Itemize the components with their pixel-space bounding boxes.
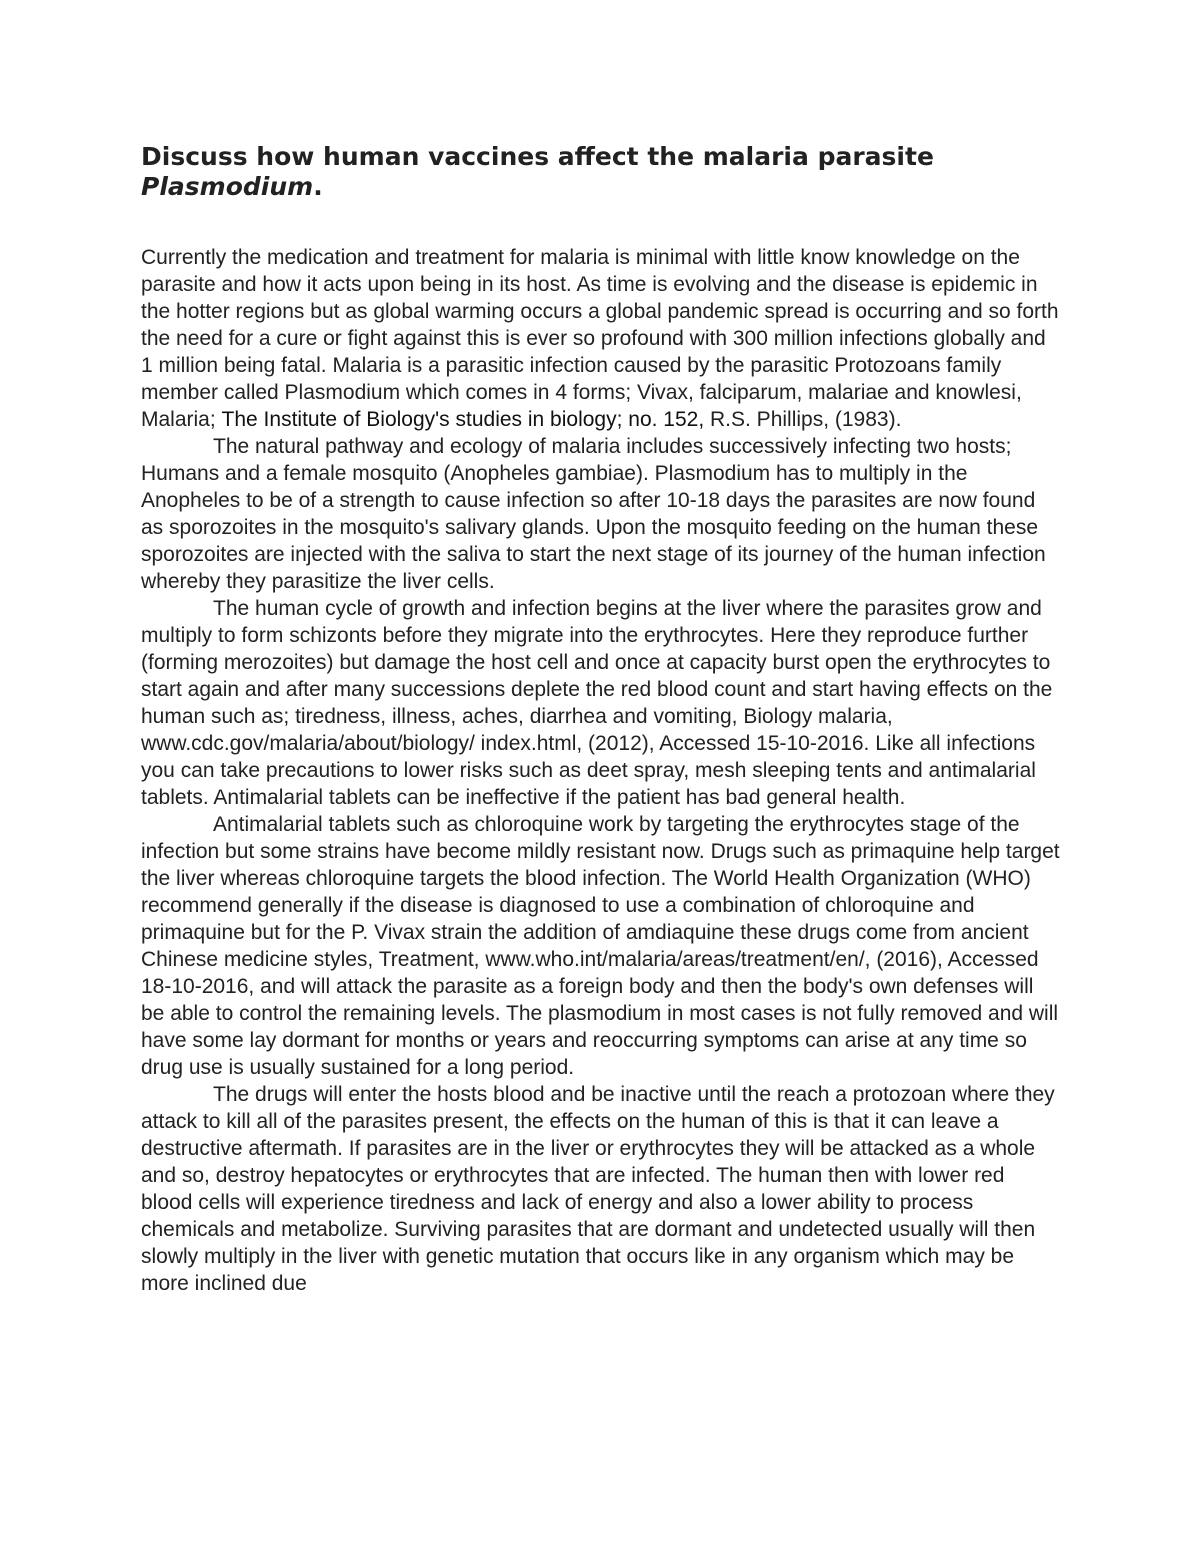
paragraph-human-cycle: The human cycle of growth and infection begins at the liver where the parasites grow and multiply to form schizonts before they migrate into the erythrocytes. Here they reproduce further (forming merozoites) but damage the host cell and once at capacity burst open the erythrocytes to start again and after many successions deplete the red blood count and start having effects on the human such as; tiredness, illness, aches, diarrhea and vomiting, Biology malaria, www.cdc.gov/malaria/about/biology/ index.html, (2012), Accessed 15-10-2016. Like all infections you can take precautions to lower risks such as deet spray, mesh sleeping tents and antimalarial tablets. Antimalarial tablets can be ineffective if the patient has bad general health. bbox=[141, 597, 1053, 809]
citation-author: R.S. Phillips, (1983). bbox=[704, 408, 902, 431]
document-body bbox=[141, 244, 1061, 1297]
title-main: Discuss how human vaccines affect the malaria parasite bbox=[141, 142, 934, 171]
paragraph-antimalarial: Antimalarial tablets such as chloroquine work by targeting the erythrocytes stage of the infection but some strains have become mildly resistant now. Drugs such as primaquine help target the liver whereas chloroquine targets the blood infection. The World Health Organization (WHO) recommend generally if the disease is diagnosed to use a combination of chloroquine and primaquine but for the P. Vivax strain the addition of amdiaquine these drugs come from ancient Chinese medicine styles, Treatment, www.who.int/malaria/areas/treatment/en/, (2016), Accessed 18-10-2016, and will attack the parasite as a foreign body and then the body's own defenses will be able to control the remaining levels. The plasmodium in most cases is not fully removed and will have some lay dormant for months or years and reoccurring symptoms can arise at any time so drug use is usually sustained for a long period. bbox=[141, 813, 1060, 1079]
paragraph-intro-text: Currently the medication and treatment for malaria is minimal with little know knowledge on the parasite and how it acts upon being in its host. As time is evolving and the disease is epidemic in the hotter regions but as global warming occurs a global pandemic spread is occurring and so forth the need for a cure or fight against this is ever so profound with 300 million infections globally and 1 million being fatal. Malaria is a parasitic infection caused by the parasitic Protozoans family member called Plasmodium which comes in 4 forms; Vivax, falciparum, malariae and knowlesi, Malaria; bbox=[141, 246, 1059, 431]
title-italic-term: Plasmodium bbox=[141, 172, 314, 201]
citation-reference: The Institute of Biology's studies in biology; no. 152, bbox=[221, 408, 705, 431]
paragraph-drug-effects: The drugs will enter the hosts blood and be inactive until the reach a protozoan where they attack to kill all of the parasites present, the effects on the human of this is that it can leave a destructive aftermath. If parasites are in the liver or erythrocytes they will be attacked as a whole and so, destroy hepatocytes or erythrocytes that are infected. The human then with lower red blood cells will experience tiredness and lack of energy and also a lower ability to process chemicals and metabolize. Surviving parasites that are dormant and undetected usually will then slowly multiply in the liver with genetic mutation that occurs like in any organism which may be more inclined due bbox=[141, 1083, 1055, 1295]
document-content bbox=[141, 142, 1061, 1297]
paragraph-pathway: The natural pathway and ecology of malaria includes successively infecting two hosts; Humans and a female mosquito (Anopheles gambiae). Plasmodium has to multiply in the Anopheles to be of a strength to cause infection so after 10-18 days the parasites are now found as sporozoites in the mosquito's salivary glands. Upon the mosquito feeding on the human these sporozoites are injected with the saliva to start the next stage of its journey of the human infection whereby they parasitize the liver cells. bbox=[141, 435, 1046, 593]
title-period: . bbox=[313, 172, 323, 201]
paragraph-intro bbox=[141, 244, 1061, 433]
document-title bbox=[141, 142, 1061, 202]
